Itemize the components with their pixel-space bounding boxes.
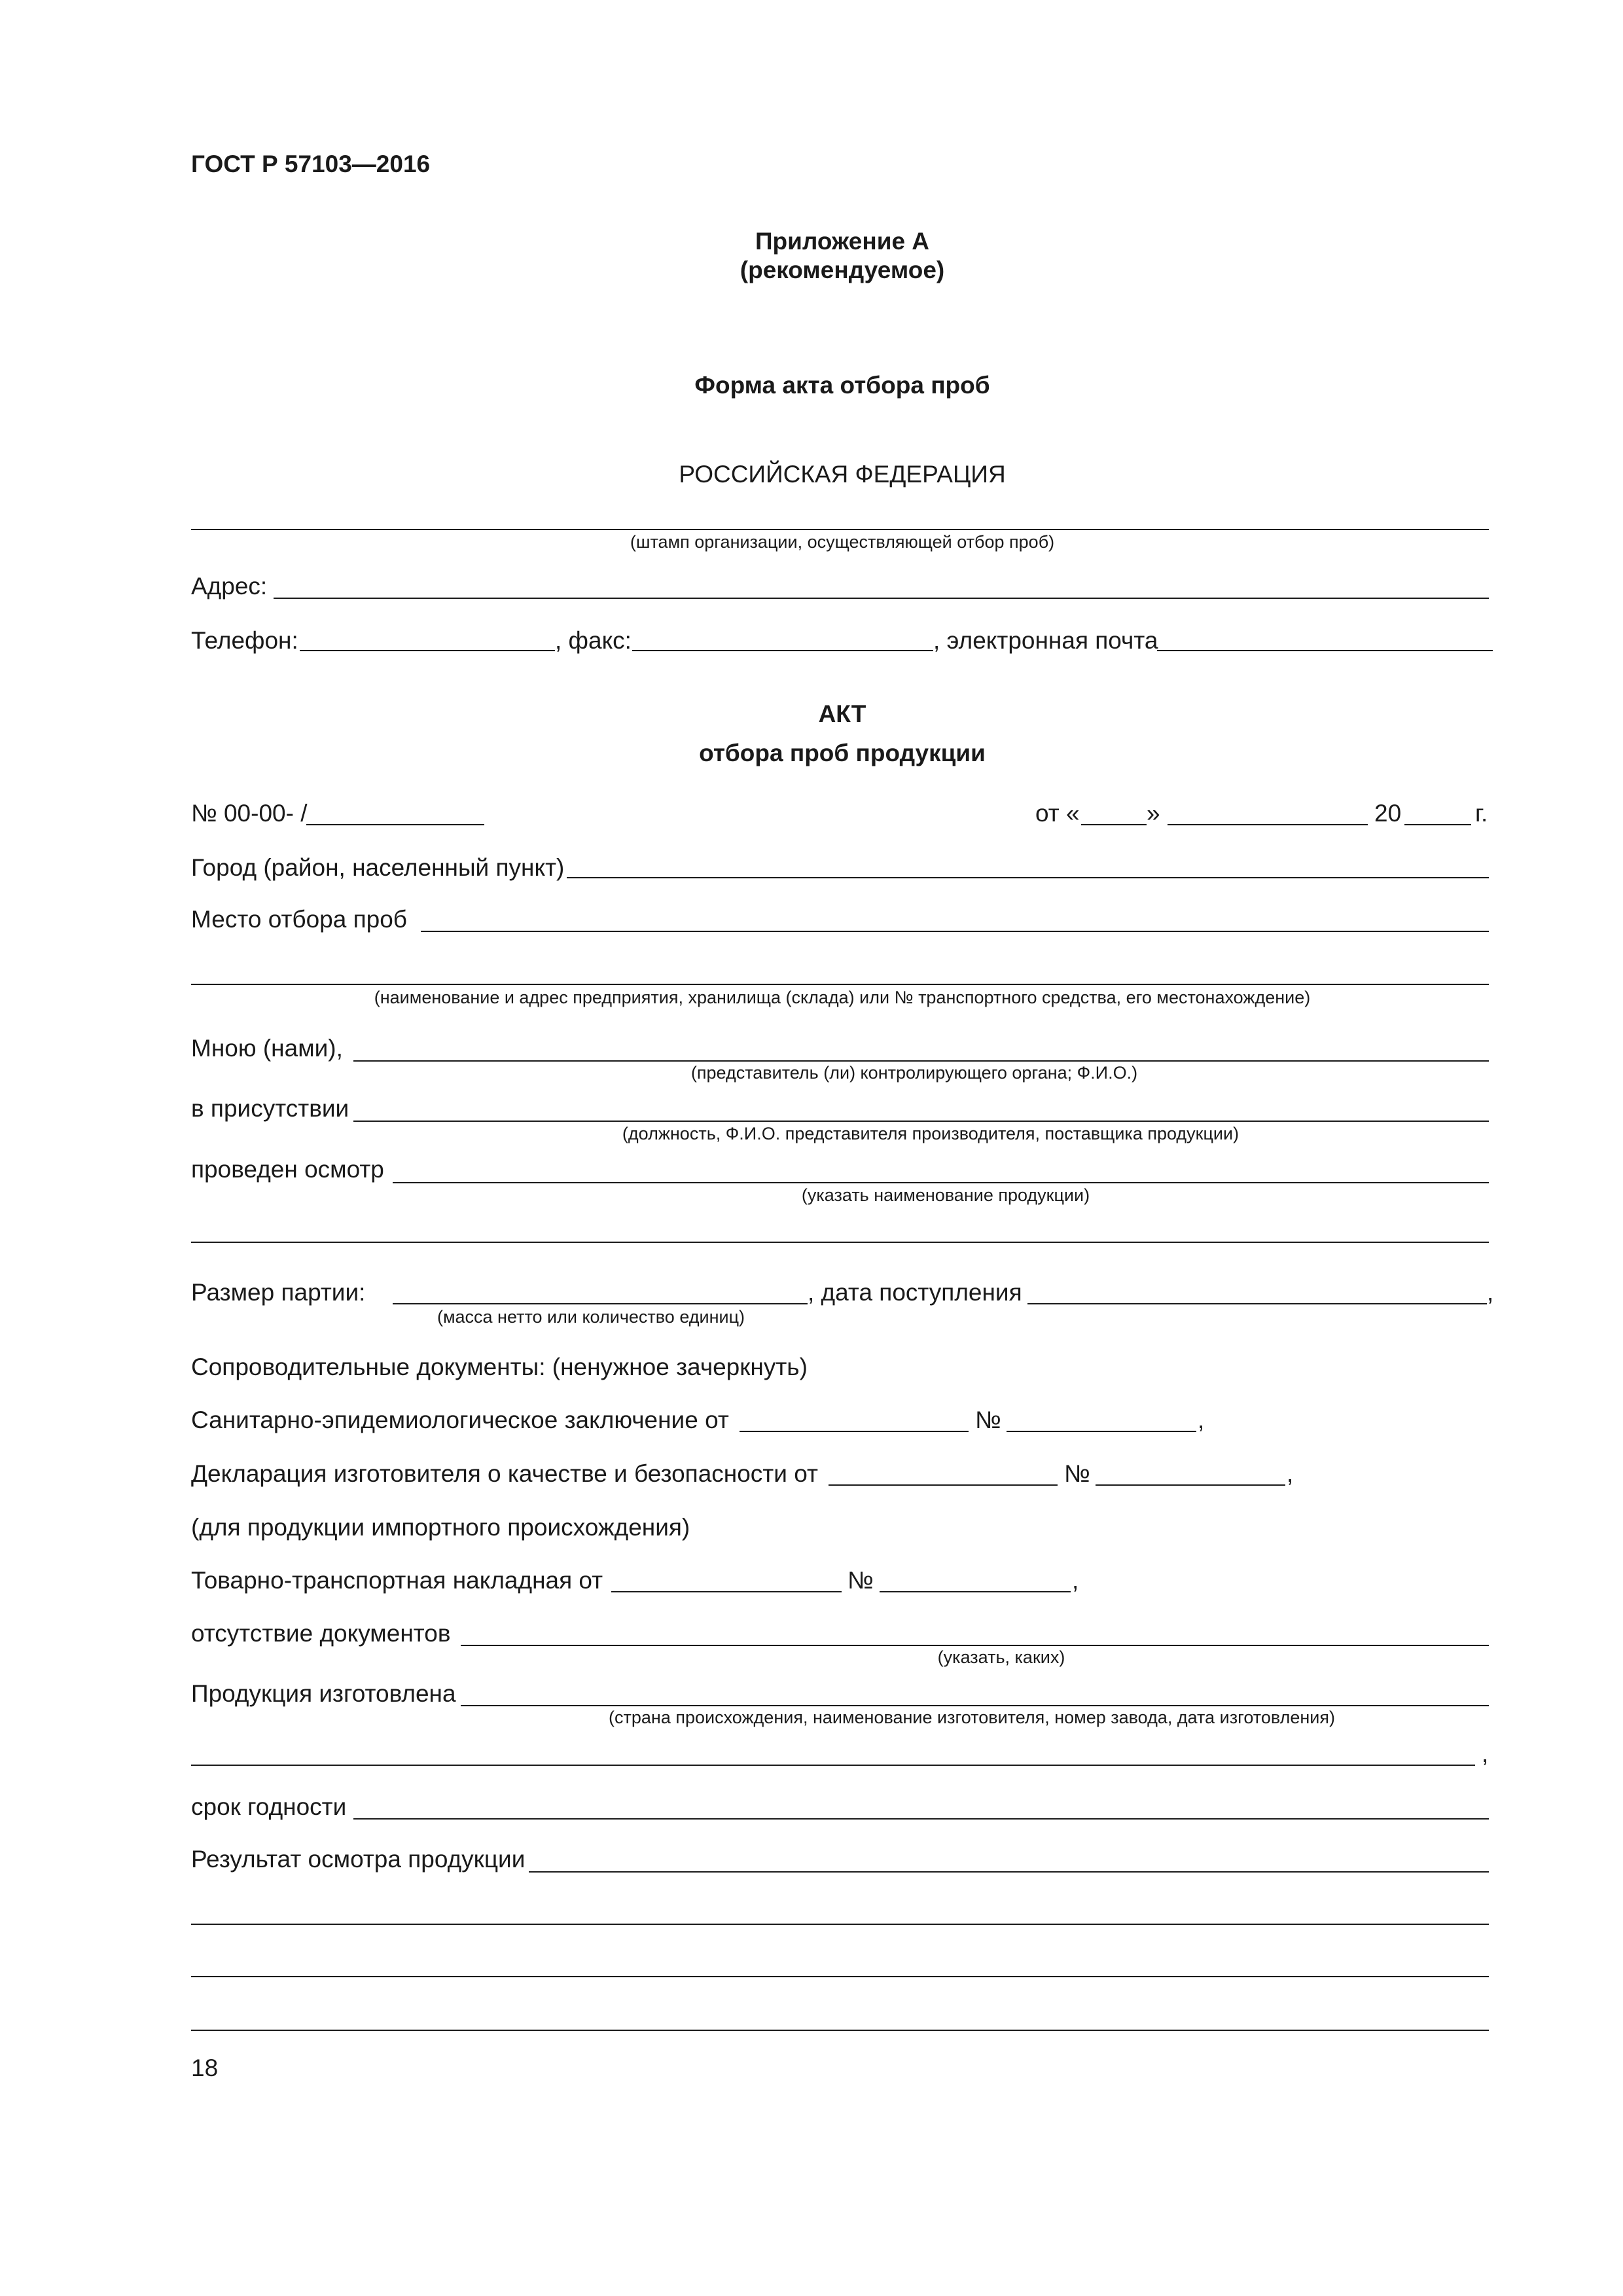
arrival-label: , дата поступления bbox=[808, 1279, 1022, 1306]
batch-size-field[interactable] bbox=[393, 1303, 808, 1304]
date-day-field[interactable] bbox=[1081, 824, 1147, 825]
place-label: Место отбора проб bbox=[191, 906, 408, 933]
year-suffix: г. bbox=[1475, 800, 1488, 827]
fax-field[interactable] bbox=[632, 650, 933, 651]
declaration-label: Декларация изготовителя о качестве и безопасности от bbox=[191, 1460, 818, 1487]
presence-field[interactable] bbox=[353, 1121, 1489, 1122]
place-caption: (наименование и адрес предприятия, хранилища (склада) или № транспортного средства, его местонахождение) bbox=[374, 988, 1311, 1007]
import-note: (для продукции импортного происхождения) bbox=[191, 1514, 690, 1541]
date-month-field[interactable] bbox=[1168, 824, 1368, 825]
address-field[interactable] bbox=[274, 598, 1489, 599]
result-label: Результат осмотра продукции bbox=[191, 1846, 526, 1873]
address-label: Адрес: bbox=[191, 573, 268, 600]
act-title: АКТ bbox=[818, 700, 866, 727]
arrival-comma: , bbox=[1487, 1279, 1494, 1306]
country-name: РОССИЙСКАЯ ФЕДЕРАЦИЯ bbox=[679, 461, 1006, 488]
appendix-title: Приложение А bbox=[755, 228, 930, 255]
product-caption: (указать наименование продукции) bbox=[801, 1185, 1090, 1205]
form-title: Форма акта отбора проб bbox=[694, 372, 990, 399]
batch-caption: (масса нетто или количество единиц) bbox=[437, 1307, 745, 1327]
representative-caption: (представитель (ли) контролирующего органа; Ф.И.О.) bbox=[690, 1063, 1138, 1083]
declaration-comma: , bbox=[1287, 1460, 1294, 1487]
manufactured-field[interactable] bbox=[461, 1705, 1489, 1706]
standard-number: ГОСТ Р 57103—2016 bbox=[191, 151, 431, 177]
sanitary-no-label: № bbox=[975, 1407, 1001, 1433]
manufactured-field-continued[interactable] bbox=[191, 1765, 1475, 1766]
act-number-field[interactable] bbox=[306, 824, 484, 825]
absence-label: отсутствие документов bbox=[191, 1620, 451, 1647]
fax-label: , факс: bbox=[555, 627, 632, 654]
shelf-life-field[interactable] bbox=[353, 1818, 1489, 1820]
representative-field[interactable] bbox=[353, 1060, 1489, 1062]
date-year-field[interactable] bbox=[1404, 824, 1471, 825]
place-field[interactable] bbox=[421, 931, 1489, 932]
inspection-field[interactable] bbox=[393, 1182, 1489, 1183]
declaration-number-field[interactable] bbox=[1096, 1484, 1285, 1486]
by-us-label: Мною (нами), bbox=[191, 1035, 343, 1062]
waybill-date-field[interactable] bbox=[611, 1591, 842, 1592]
sanitary-label: Санитарно-эпидемиологическое заключение от bbox=[191, 1407, 729, 1433]
batch-size-label: Размер партии: bbox=[191, 1279, 366, 1306]
inspection-field-continued[interactable] bbox=[191, 1242, 1489, 1243]
act-subtitle: отбора проб продукции bbox=[699, 740, 986, 766]
city-field[interactable] bbox=[567, 877, 1489, 878]
phone-field[interactable] bbox=[300, 650, 555, 651]
sanitary-number-field[interactable] bbox=[1007, 1431, 1196, 1432]
declaration-no-label: № bbox=[1064, 1460, 1090, 1487]
phone-label: Телефон: bbox=[191, 627, 298, 654]
act-number-label: № 00-00- / bbox=[191, 800, 308, 827]
arrival-date-field[interactable] bbox=[1027, 1303, 1487, 1304]
email-field[interactable] bbox=[1157, 650, 1493, 651]
result-field-line-2[interactable] bbox=[191, 1924, 1489, 1925]
place-field-continued[interactable] bbox=[191, 984, 1489, 985]
inspection-label: проведен осмотр bbox=[191, 1156, 384, 1183]
origin-caption: (страна происхождения, наименование изготовителя, номер завода, дата изготовления) bbox=[609, 1708, 1335, 1727]
appendix-kind: (рекомендуемое) bbox=[740, 257, 945, 283]
result-field[interactable] bbox=[529, 1871, 1489, 1873]
date-open-label: от « bbox=[1035, 800, 1080, 827]
declaration-date-field[interactable] bbox=[829, 1484, 1058, 1486]
year-prefix: 20 bbox=[1374, 800, 1402, 827]
shelf-life-label: срок годности bbox=[191, 1793, 347, 1820]
which-caption: (указать, каких) bbox=[937, 1647, 1065, 1667]
absence-field[interactable] bbox=[461, 1645, 1489, 1646]
presence-caption: (должность, Ф.И.О. представителя производителя, поставщика продукции) bbox=[622, 1124, 1240, 1143]
waybill-label: Товарно-транспортная накладная от bbox=[191, 1567, 603, 1594]
manufactured-label: Продукция изготовлена bbox=[191, 1680, 456, 1707]
waybill-comma: , bbox=[1072, 1567, 1079, 1594]
date-close-quote: » bbox=[1147, 800, 1160, 827]
result-field-line-4[interactable] bbox=[191, 2030, 1489, 2031]
email-label: , электронная почта bbox=[933, 627, 1158, 654]
stamp-line[interactable] bbox=[191, 529, 1489, 530]
sanitary-date-field[interactable] bbox=[740, 1431, 969, 1432]
documents-label: Сопроводительные документы: (ненужное зачеркнуть) bbox=[191, 1354, 808, 1380]
manufactured-comma: , bbox=[1482, 1740, 1489, 1767]
waybill-no-label: № bbox=[847, 1567, 874, 1594]
presence-label: в присутствии bbox=[191, 1095, 349, 1122]
result-field-line-3[interactable] bbox=[191, 1976, 1489, 1977]
waybill-number-field[interactable] bbox=[880, 1591, 1071, 1592]
sanitary-comma: , bbox=[1198, 1407, 1205, 1433]
city-label: Город (район, населенный пункт) bbox=[191, 854, 565, 881]
stamp-caption: (штамп организации, осуществляющей отбор проб) bbox=[630, 532, 1055, 552]
page-number: 18 bbox=[191, 2054, 219, 2081]
